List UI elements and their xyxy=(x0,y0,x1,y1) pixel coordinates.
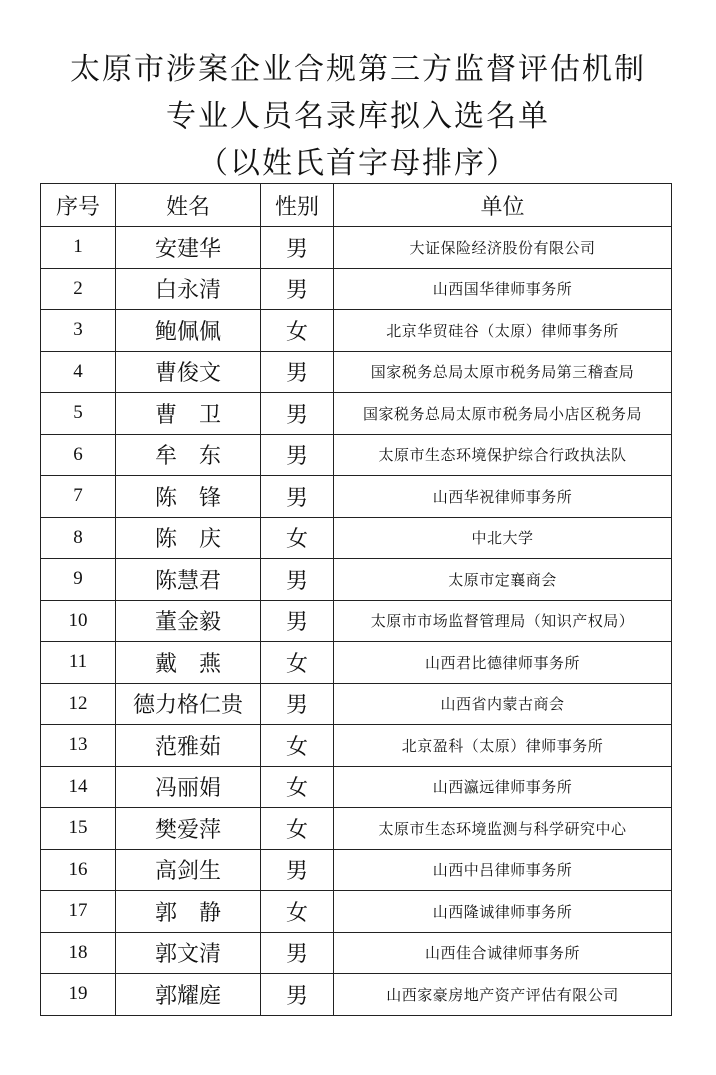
document-title-line1: 太原市涉案企业合规第三方监督评估机制 xyxy=(70,52,646,87)
row-number: 13 xyxy=(41,725,116,767)
person-organization: 太原市市场监督管理局（知识产权局） xyxy=(334,600,672,642)
table-row xyxy=(41,393,672,435)
row-number: 3 xyxy=(41,310,116,352)
person-name: 德力格仁贵 xyxy=(116,683,261,725)
header-name: 姓名 xyxy=(116,184,261,227)
person-sex: 女 xyxy=(261,725,334,767)
person-name: 高剑生 xyxy=(116,849,261,891)
table-row xyxy=(41,932,672,974)
table-row xyxy=(41,891,672,933)
header-sex: 性别 xyxy=(261,184,334,227)
table-row xyxy=(41,974,672,1016)
table-row xyxy=(41,310,672,352)
person-name: 白永清 xyxy=(116,268,261,310)
table-row xyxy=(41,600,672,642)
person-name: 冯丽娟 xyxy=(116,766,261,808)
person-sex: 女 xyxy=(261,642,334,684)
row-number: 14 xyxy=(41,766,116,808)
person-sex: 男 xyxy=(261,683,334,725)
person-organization: 国家税务总局太原市税务局小店区税务局 xyxy=(334,393,672,435)
person-sex: 女 xyxy=(261,891,334,933)
person-name: 樊爱萍 xyxy=(116,808,261,850)
row-number: 16 xyxy=(41,849,116,891)
person-name: 郭 静 xyxy=(116,891,261,933)
person-organization: 中北大学 xyxy=(334,517,672,559)
person-sex: 女 xyxy=(261,310,334,352)
person-sex: 男 xyxy=(261,393,334,435)
table-row xyxy=(41,808,672,850)
person-organization: 山西佳合诚律师事务所 xyxy=(334,932,672,974)
table-row xyxy=(41,268,672,310)
person-sex: 男 xyxy=(261,559,334,601)
person-organization: 山西隆诚律师事务所 xyxy=(334,891,672,933)
person-sex: 男 xyxy=(261,476,334,518)
person-name: 戴 燕 xyxy=(116,642,261,684)
person-organization: 北京华贸硅谷（太原）律师事务所 xyxy=(334,310,672,352)
person-organization: 北京盈科（太原）律师事务所 xyxy=(334,725,672,767)
document-title-line3: （以姓氏首字母排序） xyxy=(198,146,518,181)
table-row xyxy=(41,683,672,725)
person-sex: 男 xyxy=(261,268,334,310)
person-sex: 男 xyxy=(261,600,334,642)
row-number: 9 xyxy=(41,559,116,601)
person-organization: 山西家豪房地产资产评估有限公司 xyxy=(334,974,672,1016)
row-number: 18 xyxy=(41,932,116,974)
table-body xyxy=(41,227,672,1016)
table-row xyxy=(41,559,672,601)
person-organization: 太原市定襄商会 xyxy=(334,559,672,601)
row-number: 12 xyxy=(41,683,116,725)
person-organization: 山西中吕律师事务所 xyxy=(334,849,672,891)
row-number: 6 xyxy=(41,434,116,476)
row-number: 17 xyxy=(41,891,116,933)
person-name: 董金毅 xyxy=(116,600,261,642)
person-name: 范雅茹 xyxy=(116,725,261,767)
person-sex: 女 xyxy=(261,766,334,808)
document-title-line2: 专业人员名录库拟入选名单 xyxy=(166,99,550,134)
table-row xyxy=(41,227,672,269)
row-number: 19 xyxy=(41,974,116,1016)
row-number: 11 xyxy=(41,642,116,684)
row-number: 7 xyxy=(41,476,116,518)
person-name: 牟 东 xyxy=(116,434,261,476)
person-organization: 山西瀛远律师事务所 xyxy=(334,766,672,808)
person-organization: 山西华祝律师事务所 xyxy=(334,476,672,518)
person-sex: 男 xyxy=(261,974,334,1016)
row-number: 10 xyxy=(41,600,116,642)
person-sex: 男 xyxy=(261,434,334,476)
person-organization: 太原市生态环境监测与科学研究中心 xyxy=(334,808,672,850)
person-name: 曹 卫 xyxy=(116,393,261,435)
table-row xyxy=(41,725,672,767)
person-organization: 山西省内蒙古商会 xyxy=(334,683,672,725)
table-row xyxy=(41,849,672,891)
row-number: 4 xyxy=(41,351,116,393)
person-sex: 女 xyxy=(261,517,334,559)
personnel-table xyxy=(40,183,672,1016)
person-sex: 男 xyxy=(261,227,334,269)
person-organization: 山西国华律师事务所 xyxy=(334,268,672,310)
header-org: 单位 xyxy=(334,184,672,227)
table-row xyxy=(41,434,672,476)
person-name: 陈慧君 xyxy=(116,559,261,601)
table-row xyxy=(41,642,672,684)
table-header-row xyxy=(41,184,672,227)
table-row xyxy=(41,476,672,518)
person-sex: 女 xyxy=(261,808,334,850)
row-number: 1 xyxy=(41,227,116,269)
table-row xyxy=(41,351,672,393)
person-organization: 山西君比德律师事务所 xyxy=(334,642,672,684)
row-number: 8 xyxy=(41,517,116,559)
person-sex: 男 xyxy=(261,351,334,393)
person-name: 鲍佩佩 xyxy=(116,310,261,352)
person-sex: 男 xyxy=(261,849,334,891)
person-name: 曹俊文 xyxy=(116,351,261,393)
table-row xyxy=(41,517,672,559)
person-name: 郭耀庭 xyxy=(116,974,261,1016)
row-number: 2 xyxy=(41,268,116,310)
row-number: 5 xyxy=(41,393,116,435)
person-name: 安建华 xyxy=(116,227,261,269)
person-organization: 太原市生态环境保护综合行政执法队 xyxy=(334,434,672,476)
person-name: 郭文清 xyxy=(116,932,261,974)
person-organization: 国家税务总局太原市税务局第三稽查局 xyxy=(334,351,672,393)
header-no: 序号 xyxy=(41,184,116,227)
row-number: 15 xyxy=(41,808,116,850)
table-row xyxy=(41,766,672,808)
person-name: 陈 庆 xyxy=(116,517,261,559)
person-organization: 大证保险经济股份有限公司 xyxy=(334,227,672,269)
person-name: 陈 锋 xyxy=(116,476,261,518)
person-sex: 男 xyxy=(261,932,334,974)
